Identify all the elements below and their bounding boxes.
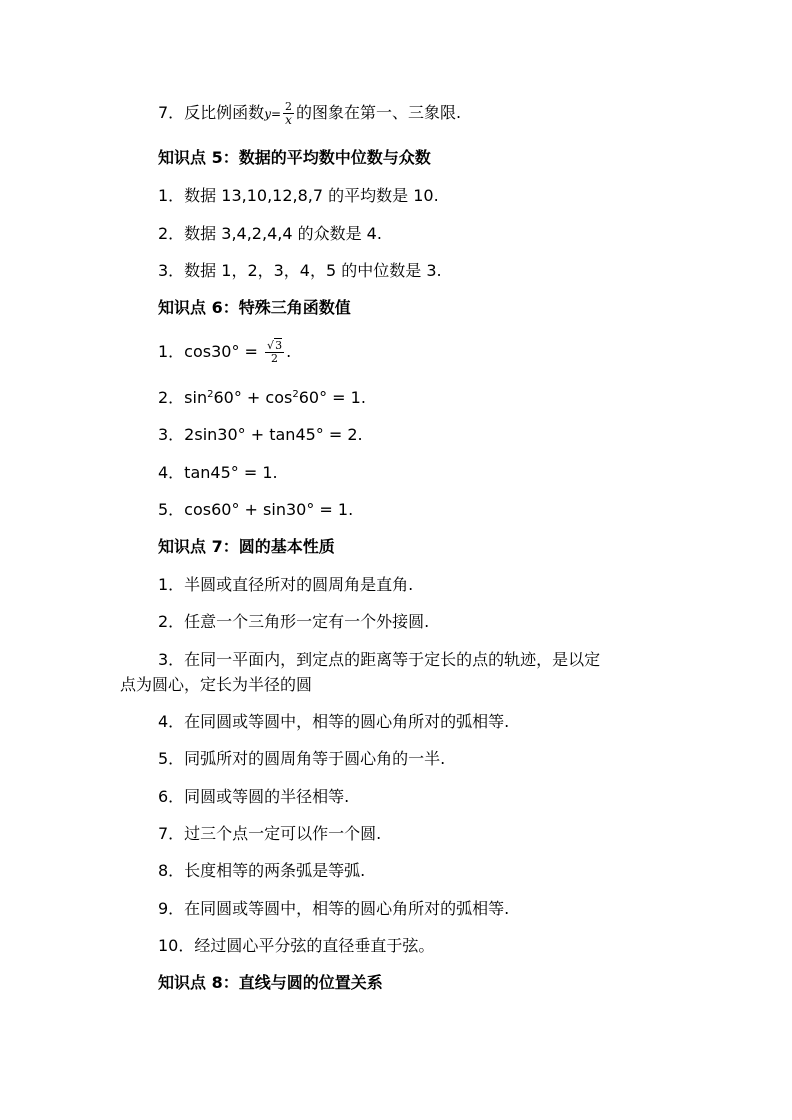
fraction-2-over-x <box>283 101 294 126</box>
section-7-item-2: 2．任意一个三角形一定有一个外接圆. <box>158 612 430 631</box>
superscript-2: 2 <box>207 389 214 400</box>
section-5-item-3: 3．数据 1，2，3，4，5 的中位数是 3. <box>158 261 442 280</box>
fraction-sqrt3-over-2 <box>265 340 284 365</box>
section-5-heading: 知识点 5：数据的平均数中位数与众数 <box>158 148 431 167</box>
superscript-2: 2 <box>292 389 299 400</box>
section-7-item-4: 4．在同圆或等圆中，相等的圆心角所对的弧相等. <box>158 712 510 731</box>
fraction-numerator: 2 <box>285 100 293 113</box>
section-7-item-3-line-1: 3．在同一平面内，到定点的距离等于定长的点的轨迹，是以定 <box>158 650 601 669</box>
section-7-item-1: 1．半圆或直径所对的圆周角是直角. <box>158 575 414 594</box>
section-6-item-3: 3．2sin30° + tan45° = 2. <box>158 425 363 444</box>
section-7-heading: 知识点 7：圆的基本性质 <box>158 537 335 556</box>
section-7-item-9: 9．在同圆或等圆中，相等的圆心角所对的弧相等. <box>158 899 510 918</box>
section-5-item-1: 1．数据 13,10,12,8,7 的平均数是 10. <box>158 186 439 205</box>
section-6-item-1 <box>158 340 291 365</box>
section-8-heading: 知识点 8：直线与圆的位置关系 <box>158 973 383 992</box>
item-7-prefix: 7．反比例函数 <box>158 103 265 122</box>
section-6-item-5: 5．cos60° + sin30° = 1. <box>158 500 354 519</box>
item-7-inverse-proportion <box>158 101 461 126</box>
section-7-item-7: 7．过三个点一定可以作一个圆. <box>158 824 382 843</box>
item-7-suffix: 的图象在第一、三象限. <box>296 103 462 122</box>
item-2-part-c: 60° = 1. <box>298 388 366 407</box>
section-7-item-8: 8．长度相等的两条弧是等弧. <box>158 861 366 880</box>
section-7-item-6: 6．同圆或等圆的半径相等. <box>158 787 350 806</box>
equals-sign: = <box>270 107 282 121</box>
function-y: y <box>264 107 271 121</box>
item-2-part-b: 60° + cos <box>213 388 293 407</box>
cos30-prefix: 1．cos30° = <box>158 342 264 361</box>
section-7-item-10: 10．经过圆心平分弦的直径垂直于弦。 <box>158 936 435 955</box>
fraction-denominator: 2 <box>271 352 279 365</box>
section-7-item-3-line-2: 点为圆心，定长为半径的圆 <box>120 675 313 694</box>
section-6-heading: 知识点 6：特殊三角函数值 <box>158 298 351 317</box>
section-5-item-2: 2．数据 3,4,2,4,4 的众数是 4. <box>158 224 382 243</box>
section-6-item-4: 4．tan45° = 1. <box>158 463 278 482</box>
sqrt-symbol: √ <box>267 339 275 352</box>
fraction-denominator: x <box>285 113 292 127</box>
section-6-item-2 <box>158 388 366 408</box>
cos30-suffix: . <box>286 342 292 361</box>
radicand: 3 <box>275 339 283 352</box>
section-7-item-5: 5．同弧所对的圆周角等于圆心角的一半. <box>158 749 446 768</box>
item-2-part-a: 2．sin <box>158 388 208 407</box>
